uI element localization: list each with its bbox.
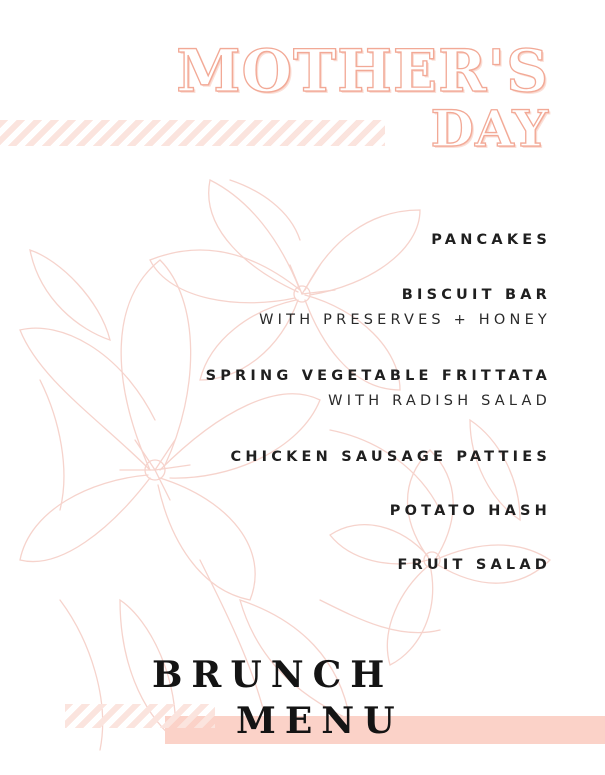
menu-item-biscuit-bar bbox=[259, 287, 551, 328]
menu-item-potato-hash bbox=[390, 503, 551, 519]
footer-title-line-1: BRUNCH bbox=[152, 654, 394, 696]
menu-item-pancakes bbox=[431, 232, 551, 248]
top-hatch-stripe bbox=[0, 120, 385, 146]
menu-item-name: FRUIT SALAD bbox=[397, 557, 551, 573]
menu-item-name: BISCUIT BAR bbox=[401, 287, 551, 303]
footer-title-line-2: MENU bbox=[236, 700, 404, 742]
menu-item-name: CHICKEN SAUSAGE PATTIES bbox=[230, 449, 551, 465]
menu-item-frittata bbox=[206, 368, 551, 409]
title-line-2: DAY bbox=[430, 99, 549, 158]
menu-item-sausage-patties bbox=[230, 449, 551, 465]
menu-item-name: SPRING VEGETABLE FRITTATA bbox=[205, 368, 551, 384]
bottom-hatch-stripe bbox=[65, 704, 215, 728]
title-line-1: MOTHER'S bbox=[176, 37, 549, 105]
menu-item-description: WITH PRESERVES + HONEY bbox=[259, 312, 551, 328]
menu-item-description: WITH RADISH SALAD bbox=[328, 393, 551, 409]
menu-item-name: PANCAKES bbox=[431, 232, 551, 248]
menu-item-name: POTATO HASH bbox=[389, 503, 551, 519]
menu-item-fruit-salad bbox=[397, 557, 551, 573]
